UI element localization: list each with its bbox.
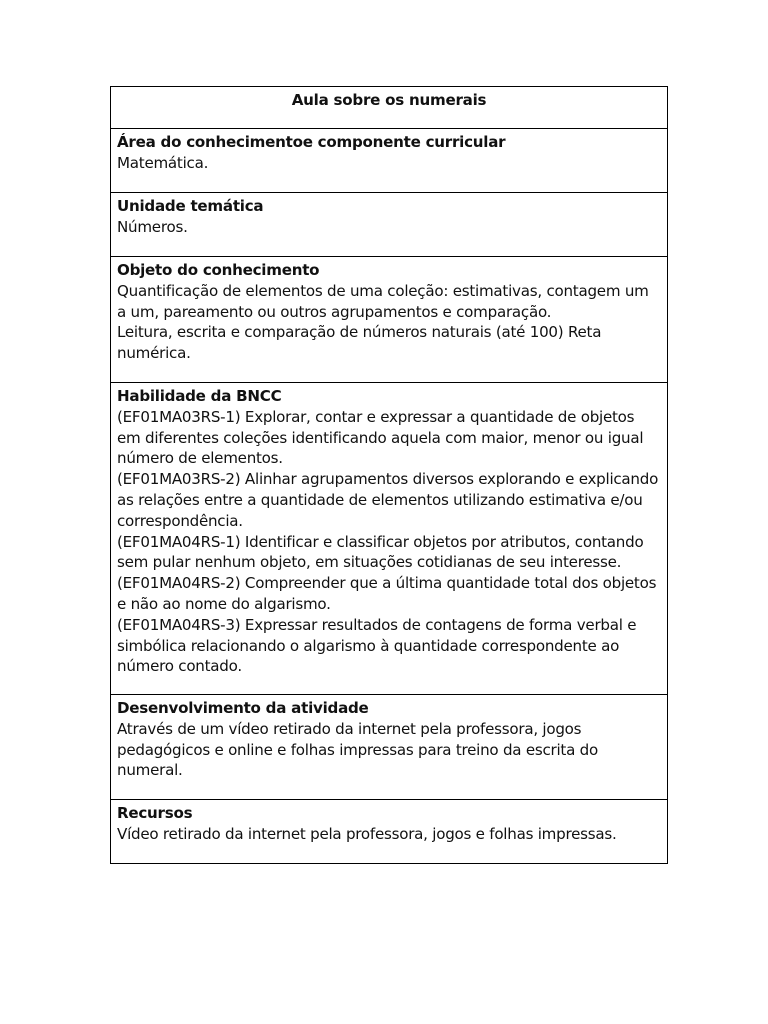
section-unidade-cell: [111, 193, 668, 257]
section-unidade-heading: Unidade temática: [117, 197, 264, 215]
section-recursos-heading: Recursos: [117, 804, 193, 822]
section-objeto-heading: Objeto do conhecimento: [117, 261, 320, 279]
section-objeto-text-2: Leitura, escrita e comparação de números naturais (até 100) Reta numérica.: [117, 323, 602, 363]
section-area-text: Matemática.: [117, 153, 209, 172]
section-area-heading: Área do conhecimentoe componente curricular: [117, 133, 506, 151]
skill-ef01ma03rs-2: (EF01MA03RS-2) Alinhar agrupamentos diversos explorando e explicando as relações entre a quantidade de elementos utilizando estimativa e/ou correspondência.: [117, 470, 659, 530]
table-title: Aula sobre os numerais: [111, 87, 668, 129]
title-row: [111, 87, 668, 129]
section-recursos-text: Vídeo retirado da internet pela professora, jogos e folhas impressas.: [117, 824, 617, 843]
section-unidade: [111, 193, 668, 257]
section-objeto-text-1: Quantificação de elementos de uma coleção: estimativas, contagem um a um, pareamento ou outros agrupamentos e comparação.: [117, 281, 649, 321]
skill-ef01ma04rs-3: (EF01MA04RS-3) Expressar resultados de contagens de forma verbal e simbólica relacionando o algarismo à quantidade correspondente ao número contado.: [117, 615, 637, 676]
section-recursos-cell: [111, 800, 668, 864]
section-recursos: [111, 800, 668, 864]
skill-ef01ma03rs-1: (EF01MA03RS-1) Explorar, contar e expressar a quantidade de objetos em diferentes coleções identificando aquela com maior, menor ou igual número de elementos.: [117, 407, 644, 468]
section-habilidade-heading: Habilidade da BNCC: [117, 387, 282, 405]
section-habilidade-cell: [111, 383, 668, 695]
skill-ef01ma04rs-2: (EF01MA04RS-2) Compreender que a última quantidade total dos objetos e não ao nome do algarismo.: [117, 574, 657, 613]
section-area: [111, 129, 668, 193]
section-habilidade: [111, 383, 668, 695]
section-desenvolvimento-heading: Desenvolvimento da atividade: [117, 699, 369, 717]
section-desenvolvimento-cell: [111, 695, 668, 800]
section-unidade-text: Números.: [117, 217, 188, 236]
section-objeto-cell: [111, 257, 668, 383]
skill-ef01ma04rs-1: (EF01MA04RS-1) Identificar e classificar objetos por atributos, contando sem pular nenhum objeto, em situações cotidianas de seu interesse.: [117, 532, 644, 572]
section-desenvolvimento: [111, 695, 668, 800]
lesson-plan-table: [110, 86, 668, 864]
section-objeto: [111, 257, 668, 383]
section-area-cell: [111, 129, 668, 193]
section-desenvolvimento-text: Através de um vídeo retirado da internet pela professora, jogos pedagógicos e online e folhas impressas para treino da escrita do numeral.: [117, 719, 598, 780]
